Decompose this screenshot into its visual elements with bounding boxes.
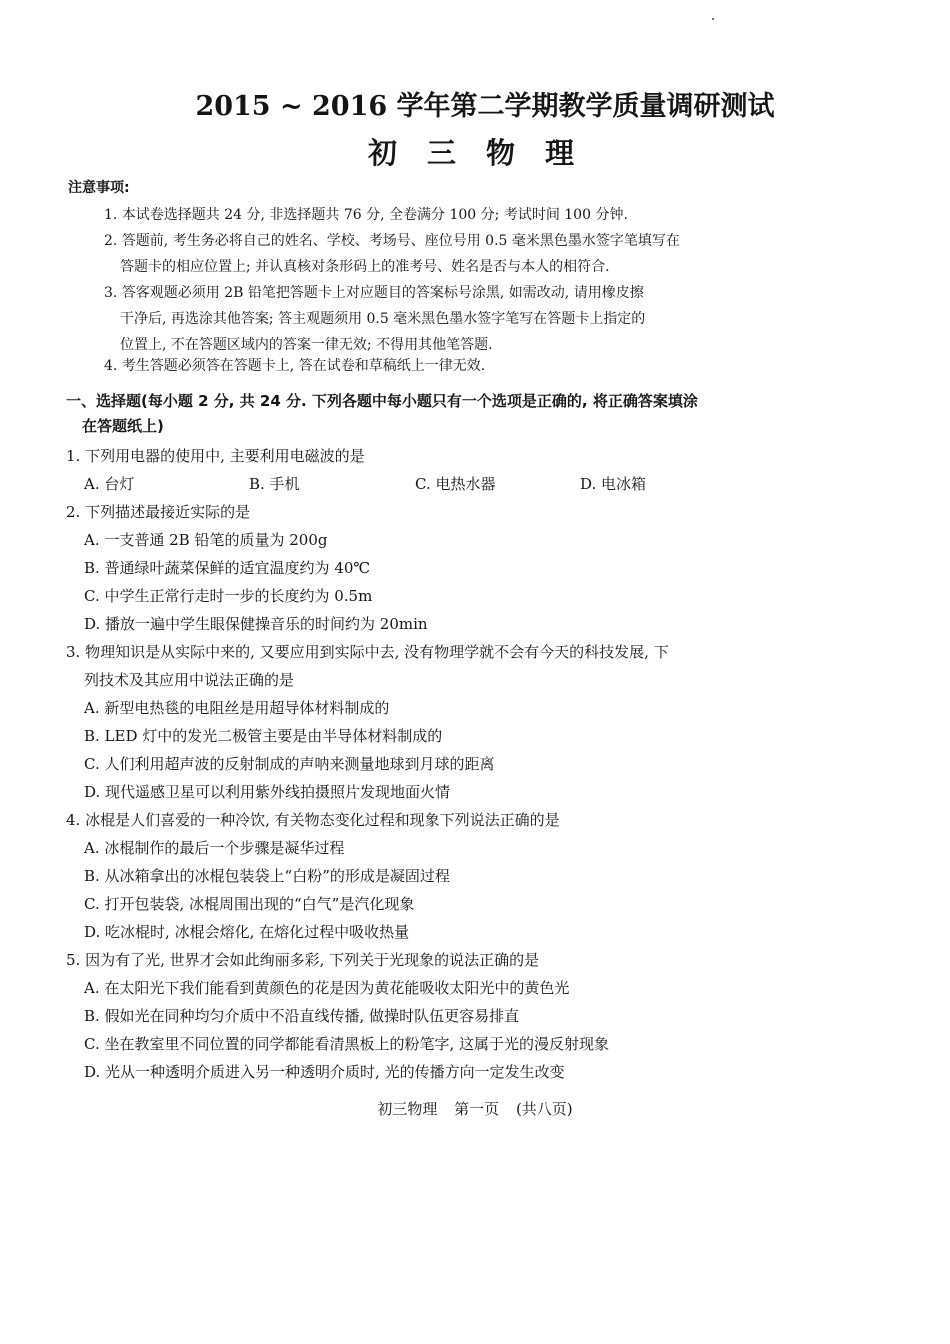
section-heading-cont: 在答题纸上) xyxy=(82,417,164,435)
question-option: B. 普通绿叶蔬菜保鲜的适宜温度约为 40℃ xyxy=(84,559,371,577)
page-footer xyxy=(0,1098,950,1119)
question-option: C. 坐在教室里不同位置的同学都能看清黑板上的粉笔字, 这属于光的漫反射现象 xyxy=(84,1035,610,1053)
question-option: A. 台灯 xyxy=(84,475,135,493)
question-option: C. 打开包装袋, 冰棍周围出现的“白气”是汽化现象 xyxy=(84,895,415,913)
question-option: A. 在太阳光下我们能看到黄颜色的花是因为黄花能吸收太阳光中的黄色光 xyxy=(84,979,570,997)
question-option: D. 光从一种透明介质进入另一种透明介质时, 光的传播方向一定发生改变 xyxy=(84,1063,565,1081)
scan-speck xyxy=(712,18,714,20)
question-stem: 4. 冰棍是人们喜爱的一种冷饮, 有关物态变化过程和现象下列说法正确的是 xyxy=(66,811,560,829)
exam-title: 2015 ~ 2016 学年第二学期教学质量调研测试 xyxy=(195,91,775,122)
question-option: D. 电冰箱 xyxy=(580,475,647,493)
notice-line: 3. 答客观题必须用 2B 铅笔把答题卡上对应题目的答案标号涂黑, 如需改动, 请用橡皮擦 xyxy=(104,285,644,301)
question-option: D. 播放一遍中学生眼保健操音乐的时间约为 20min xyxy=(84,615,428,633)
section-heading: 一、选择题(每小题 2 分, 共 24 分. 下列各题中每小题只有一个选项是正确的, 将正确答案填涂 xyxy=(66,392,698,410)
question-option: B. LED 灯中的发光二极管主要是由半导体材料制成的 xyxy=(84,727,443,745)
question-option: D. 现代遥感卫星可以利用紫外线拍摄照片发现地面火情 xyxy=(84,783,451,801)
question-stem: 3. 物理知识是从实际中来的, 又要应用到实际中去, 没有物理学就不会有今天的科技发展, 下 xyxy=(66,643,669,661)
footer-page-number: 第一页 xyxy=(454,1100,500,1118)
question-option: A. 冰棍制作的最后一个步骤是凝华过程 xyxy=(84,839,345,857)
notice-line: 干净后, 再选涂其他答案; 答主观题须用 0.5 毫米黑色墨水签字笔写在答题卡上指定的 xyxy=(120,311,646,327)
notice-line: 1. 本试卷选择题共 24 分, 非选择题共 76 分, 全卷满分 100 分; 考试时间 100 分钟. xyxy=(104,207,628,223)
question-option: C. 电热水器 xyxy=(415,475,496,493)
notice-line: 2. 答题前, 考生务必将自己的姓名、学校、考场号、座位号用 0.5 毫米黑色墨水签字笔填写在 xyxy=(104,233,680,249)
notice-line: 4. 考生答题必须答在答题卡上, 答在试卷和草稿纸上一律无效. xyxy=(104,358,486,374)
question-option: C. 人们利用超声波的反射制成的声呐来测量地球到月球的距离 xyxy=(84,755,495,773)
question-option: A. 一支普通 2B 铅笔的质量为 200g xyxy=(84,531,328,549)
question-option: C. 中学生正常行走时一步的长度约为 0.5m xyxy=(84,587,373,605)
exam-subject-title: 初三物理 xyxy=(367,136,604,170)
question-option: B. 从冰箱拿出的冰棍包装袋上“白粉”的形成是凝固过程 xyxy=(84,867,450,885)
question-stem: 1. 下列用电器的使用中, 主要利用电磁波的是 xyxy=(66,447,365,465)
question-option: B. 手机 xyxy=(249,475,300,493)
question-stem: 2. 下列描述最接近实际的是 xyxy=(66,503,251,521)
question-option: A. 新型电热毯的电阻丝是用超导体材料制成的 xyxy=(84,699,390,717)
question-option: D. 吃冰棍时, 冰棍会熔化, 在熔化过程中吸收热量 xyxy=(84,923,410,941)
footer-subject: 初三物理 xyxy=(377,1100,438,1118)
footer-total-pages: (共八页) xyxy=(515,1100,573,1118)
question-stem-cont: 列技术及其应用中说法正确的是 xyxy=(84,671,295,689)
notice-line: 答题卡的相应位置上; 并认真核对条形码上的准考号、姓名是否与本人的相符合. xyxy=(120,259,610,275)
notice-heading: 注意事项: xyxy=(68,180,130,196)
notice-line: 位置上, 不在答题区域内的答案一律无效; 不得用其他笔答题. xyxy=(120,337,493,353)
question-option: B. 假如光在同种均匀介质中不沿直线传播, 做操时队伍更容易排直 xyxy=(84,1007,520,1025)
question-stem: 5. 因为有了光, 世界才会如此绚丽多彩, 下列关于光现象的说法正确的是 xyxy=(66,951,540,969)
